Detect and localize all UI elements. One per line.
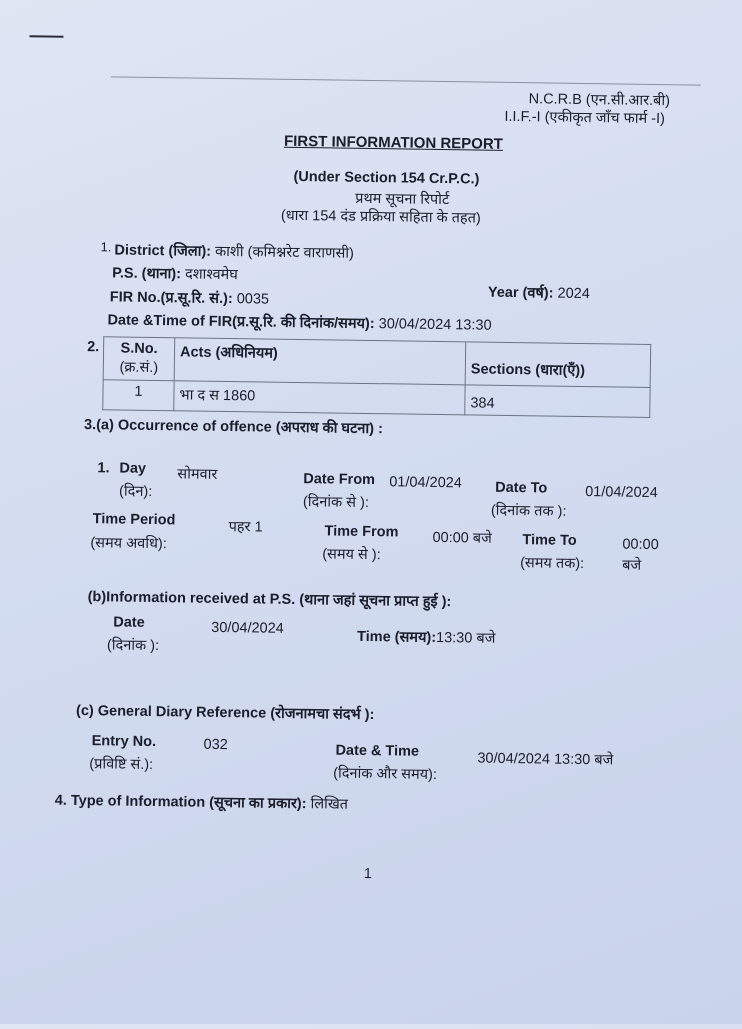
received-date-value: 30/04/2024 — [211, 619, 284, 637]
gd-datetime-label-hindi: (दिनांक और समय): — [333, 765, 438, 783]
time-from-label-hindi: (समय से ): — [322, 546, 381, 564]
gd-datetime-value: 30/04/2024 13:30 बजे — [477, 750, 614, 769]
day-label: Day — [119, 460, 147, 477]
section1-number: 1. — [100, 239, 112, 255]
subtitle-hindi: प्रथम सूचना रिपोर्ट — [355, 190, 450, 209]
district-value: काशी (कमिश्नरेट वाराणसी) — [214, 243, 355, 262]
day-label-hindi: (दिन): — [119, 483, 153, 500]
received-date-label: Date — [113, 614, 145, 631]
received-date-label-hindi: (दिनांक ): — [106, 637, 160, 655]
received-time-value: 13:30 बजे — [435, 629, 496, 647]
general-diary-heading: (c) General Diary Reference (रोजनामचा संदर्भ ): — [75, 702, 375, 724]
info-type-value: लिखित — [310, 796, 349, 813]
row-sno: 1 — [103, 380, 174, 411]
header-rule — [111, 76, 701, 85]
entry-no-label: Entry No. — [91, 733, 157, 751]
year-label: Year (वर्ष): — [487, 284, 554, 302]
fir-datetime-label: Date &Time of FIR(प्र.सू.रि. की दिनांक/समय): — [107, 312, 375, 333]
date-from-label-hindi: (दिनांक से ): — [302, 494, 370, 512]
fir-no-value: 0035 — [236, 291, 270, 308]
sections-header: Sections (धारा(एँ)) — [465, 342, 651, 388]
occurrence-item-number: 1. — [97, 460, 110, 477]
time-to-unit: बजे — [622, 557, 642, 574]
acts-table-header — [103, 337, 651, 388]
date-to-value: 01/04/2024 — [585, 484, 658, 502]
date-to-label: Date To — [495, 479, 548, 497]
entry-no-label-hindi: (प्रविष्टि सं.): — [89, 756, 154, 774]
sno-header: S.No. (क्र.सं.) — [103, 337, 175, 381]
entry-no-value: 032 — [203, 736, 228, 754]
time-period-label-hindi: (समय अवधि): — [90, 535, 167, 553]
row-section: 384 — [465, 385, 650, 418]
time-from-value: 00:00 बजे — [432, 529, 492, 547]
document-title: FIRST INFORMATION REPORT — [283, 132, 504, 153]
time-period-label: Time Period — [92, 511, 176, 529]
day-value: सोमवार — [177, 466, 218, 483]
info-type-label: 4. Type of Information (सूचना का प्रकार): — [54, 792, 307, 813]
subtitle-section: (Under Section 154 Cr.P.C.) — [293, 168, 480, 188]
date-from-label: Date From — [303, 471, 376, 489]
ps-value: दशाश्वमेघ — [184, 266, 238, 284]
year-value: 2024 — [557, 285, 590, 303]
fir-datetime-value: 30/04/2024 13:30 — [378, 316, 492, 334]
info-received-heading: (b)Information received at P.S. (थाना जहां सूचना प्राप्त हुई ): — [87, 589, 452, 611]
gd-datetime-label: Date & Time — [335, 742, 420, 760]
table-row — [103, 380, 650, 418]
fir-no-label: FIR No.(प्र.सू.रि. सं.): — [109, 289, 233, 308]
time-to-label: Time To — [522, 532, 577, 549]
pen-mark — [29, 35, 63, 37]
acts-header: Acts (अधिनियम) — [174, 338, 466, 385]
time-to-label-hindi: (समय तक): — [520, 555, 585, 573]
time-period-value: पहर 1 — [228, 519, 263, 536]
ncrb-label: N.C.R.B (एन.सी.आर.बी) — [528, 91, 671, 110]
date-to-label-hindi: (दिनांक तक ): — [490, 502, 567, 520]
page-number: 1 — [363, 865, 372, 883]
date-from-value: 01/04/2024 — [389, 474, 462, 492]
time-to-value: 00:00 — [622, 536, 659, 554]
subtitle-hindi-section: (धारा 154 दंड प्रक्रिया सहिता के तहत) — [280, 207, 481, 227]
row-act: भा द स 1860 — [174, 381, 465, 415]
occurrence-heading: 3.(a) Occurrence of offence (अपराध की घटना) : — [83, 417, 383, 438]
ps-label: P.S. (थाना): — [112, 265, 182, 283]
received-time-label: Time (समय): — [356, 628, 437, 646]
acts-table — [102, 336, 651, 418]
section2-number: 2. — [87, 339, 100, 356]
time-from-label: Time From — [324, 523, 399, 541]
district-label: District (जिला): — [114, 242, 212, 260]
iif-label: I.I.F.-I (एकीकृत जाँच फार्म -I) — [504, 108, 666, 128]
